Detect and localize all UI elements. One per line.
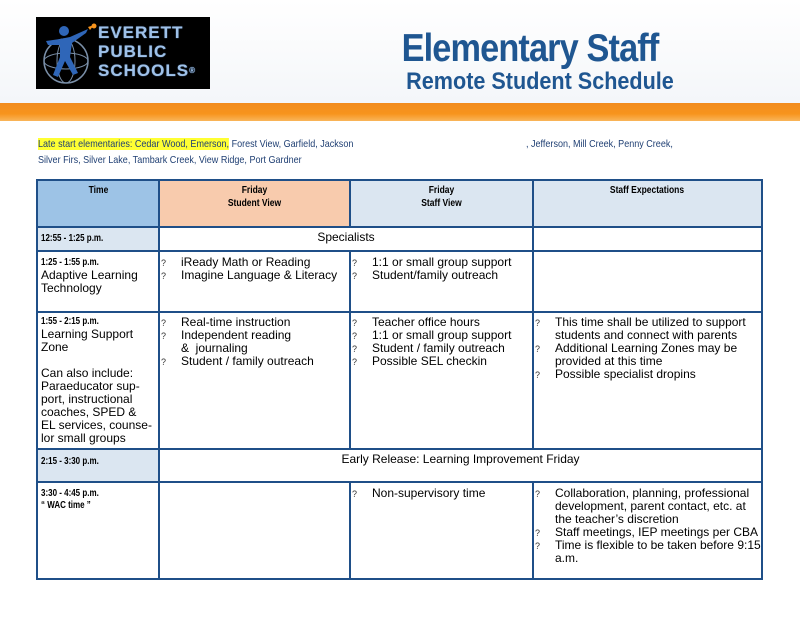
staff-view-list-3 [352, 316, 530, 368]
row-divider [38, 311, 761, 313]
list-item: ? Collaboration, planning, professional development, parent contact, etc. at the teacher’s discretion [535, 487, 761, 526]
list-item: ? Possible specialist dropins [535, 368, 761, 381]
staff-expectations-list-3 [535, 316, 761, 381]
list-item: ? Teacher office hours [352, 316, 530, 329]
early-release-row [160, 452, 761, 472]
list-item: ? Time is flexible to be taken before 9:15 a.m. [535, 539, 761, 565]
late-start-schools-b: , Jefferson, Mill Creek, Penny Creek, [526, 138, 673, 150]
list-item: ? iReady Math or Reading [161, 256, 347, 269]
learning-support-zone-label: Learning Support Zone Can also include: Paraeducator sup- port, instructional coaches, SPED & EL services, counse- lor small groups [41, 327, 152, 445]
list-item: ? Additional Learning Zones may be provided at this time [535, 342, 761, 368]
list-item: ? Student / family outreach [161, 355, 347, 368]
row-divider [38, 481, 761, 483]
staff-expectations-list-5 [535, 487, 761, 565]
list-item: ? Independent reading & journaling [161, 329, 347, 355]
column-divider [349, 181, 351, 228]
column-divider [349, 250, 351, 450]
specialists-label: Specialists [317, 230, 375, 244]
time-slot-3: 1:55 - 2:15 p.m. [41, 316, 99, 327]
adaptive-learning-label: Adaptive Learning Technology [41, 268, 138, 295]
staff-expectations-header: Staff Expectations [609, 185, 685, 196]
late-start-schools-a: Forest View, Garfield, Jackson [229, 138, 354, 150]
row-divider [38, 250, 761, 252]
orange-divider [0, 103, 800, 121]
column-divider [349, 483, 351, 578]
list-item: ? Real-time instruction [161, 316, 347, 329]
logo-line-1: EVERETT [98, 23, 184, 42]
column-divider [532, 181, 534, 250]
wac-time-label: “ WAC time ” [41, 500, 91, 511]
list-item: ? Possible SEL checkin [352, 355, 530, 368]
time-slot-4: 2:15 - 3:30 p.m. [41, 456, 99, 467]
list-item: ? Imagine Language & Literacy [161, 269, 347, 282]
late-start-highlight: Late start elementaries: Cedar Wood, Emerson, [38, 138, 230, 150]
early-release-label: Early Release: Learning Improvement Friday [341, 452, 580, 466]
column-divider [532, 483, 534, 578]
schedule-table [36, 179, 763, 580]
student-view-list-3 [161, 316, 347, 368]
time-slot-5: 3:30 - 4:45 p.m. [41, 488, 99, 499]
list-item: ? Staff meetings, IEP meetings per CBA [535, 526, 761, 539]
list-item: ? Student / family outreach [352, 342, 530, 355]
row-divider [38, 448, 761, 450]
student-view-list-2 [161, 256, 347, 282]
everett-public-schools-logo [36, 17, 210, 89]
column-divider [532, 250, 534, 450]
list-item: ? 1:1 or small group support [352, 329, 530, 342]
list-item: ? 1:1 or small group support [352, 256, 530, 269]
time-slot-1: 12:55 - 1:25 p.m. [41, 233, 104, 244]
time-header: Time [88, 185, 109, 196]
logo-line-3: SCHOOLS® [98, 61, 196, 80]
logo-line-2: PUBLIC [98, 42, 168, 61]
specialists-row [160, 230, 532, 248]
page-subtitle: Remote Student Schedule [406, 68, 674, 95]
staff-view-list-5 [352, 487, 530, 500]
list-item: ? This time shall be utilized to support students and connect with parents [535, 316, 761, 342]
staff-view-list-2 [352, 256, 530, 282]
list-item: ? Non-supervisory time [352, 487, 530, 500]
time-slot-2: 1:25 - 1:55 p.m. [41, 257, 99, 268]
student-view-header: Friday Student View [227, 185, 282, 209]
list-item: ? Student/family outreach [352, 269, 530, 282]
page-title: Elementary Staff [401, 27, 659, 70]
late-start-note [38, 137, 353, 151]
late-start-schools-c: Silver Firs, Silver Lake, Tambark Creek, View Ridge, Port Gardner [38, 154, 302, 166]
row-divider [38, 226, 761, 228]
staff-view-header: Friday Staff View [421, 185, 462, 209]
